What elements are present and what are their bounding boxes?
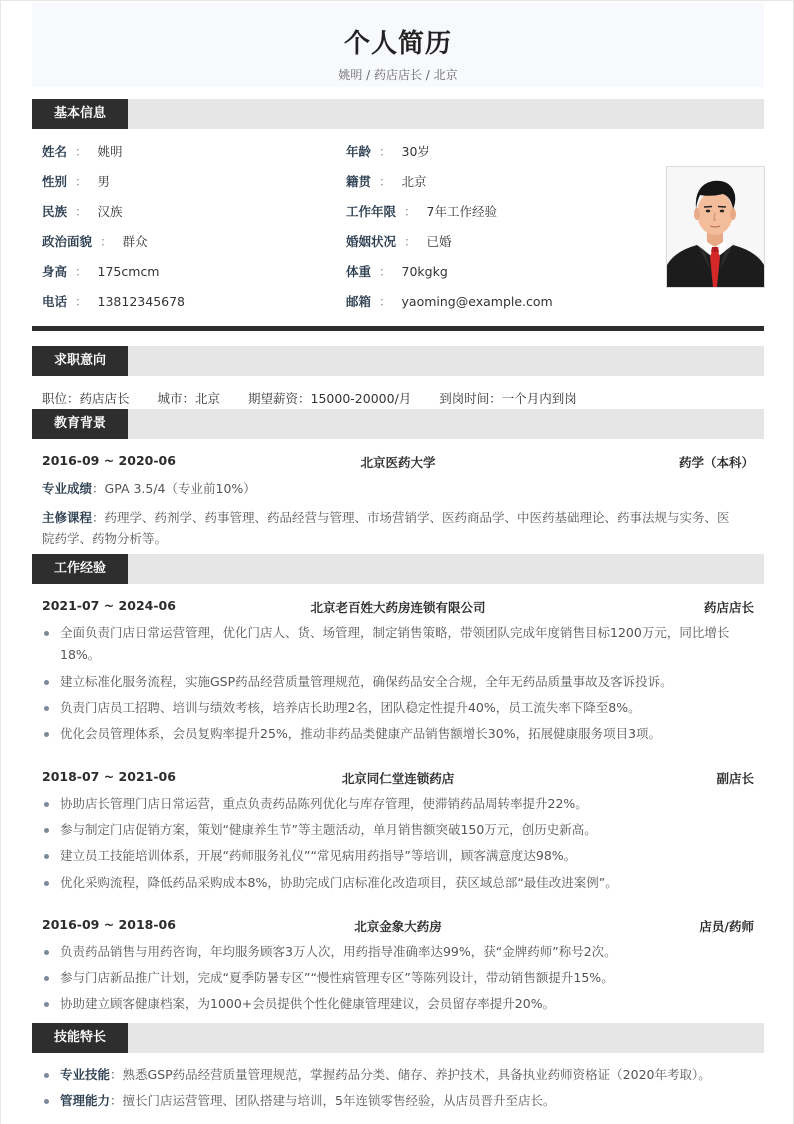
section-title-education: 教育背景 <box>32 409 128 439</box>
work-bullet <box>42 697 754 719</box>
work-bullet <box>42 622 754 644</box>
bullet-text: 协助店长管理门店日常运营，重点负责药品陈列优化与库存管理，使滞销药品周转率提升22%。 <box>60 796 588 811</box>
work-bullet <box>42 723 754 745</box>
bullet-dot-icon <box>44 1099 49 1104</box>
info-label: 邮箱 <box>346 294 372 309</box>
section-bar-basic-info <box>32 99 764 129</box>
bullet-dot-icon <box>44 854 49 859</box>
info-label: 年龄 <box>346 144 372 159</box>
info-email <box>346 293 553 311</box>
work-bullet <box>42 671 754 693</box>
info-value: yaoming@example.com <box>401 294 553 309</box>
info-colon: ： <box>379 174 392 189</box>
bullet-text: 18%。 <box>60 647 101 662</box>
skill-label: 专业技能 <box>60 1067 111 1082</box>
work-date: 2018-07 ~ 2021-06 <box>42 769 176 784</box>
bullet-dot-icon <box>44 1002 49 1007</box>
bullet-dot-icon <box>44 881 49 886</box>
education-school: 北京医药大学 <box>360 455 436 470</box>
education-entry-header <box>42 453 754 471</box>
skill-text: ：擅长门店运营管理、团队搭建与培训，5年连锁零售经验，从店员晋升至店长。 <box>110 1093 556 1108</box>
section-title-basic-info: 基本信息 <box>32 99 128 129</box>
info-colon: ： <box>379 264 392 279</box>
bullet-text: 负责药品销售与用药咨询，年均服务顾客3万人次，用药指导准确率达99%，获“金牌药师”称号2次。 <box>60 944 617 959</box>
bullet-text: 建立员工技能培训体系，开展“药师服务礼仪”“常见病用药指导”等培训，顾客满意度达98%。 <box>60 848 577 863</box>
info-colon: ： <box>404 204 417 219</box>
avatar-illustration-icon <box>667 167 764 287</box>
work-role: 副店长 <box>716 771 754 786</box>
section-bar-skills <box>32 1023 764 1053</box>
courses-value-line1: ：药理学、药剂学、药事管理、药品经营与管理、市场营销学、医药商品学、中医药基础理论、药事法规与实务、医 <box>92 510 730 525</box>
info-value: 7年工作经验 <box>426 204 497 219</box>
info-value: 30岁 <box>401 144 430 159</box>
work-company: 北京老百姓大药房连锁有限公司 <box>310 600 486 615</box>
bullet-dot-icon <box>44 631 49 636</box>
education-degree: 药学（本科） <box>678 455 754 470</box>
intent-arrival: 到岗时间：一个月内到岗 <box>439 391 577 406</box>
info-label: 体重 <box>346 264 372 279</box>
work-bullet <box>42 967 754 989</box>
bullet-dot-icon <box>44 828 49 833</box>
profile-photo <box>666 166 765 288</box>
bullet-text: 优化采购流程，降低药品采购成本8%，协助完成门店标准化改造项目，获区域总部“最佳改进案例”。 <box>60 875 618 890</box>
section-bar-job-intent <box>32 346 764 376</box>
info-colon: ： <box>404 234 417 249</box>
bullet-dot-icon <box>44 706 49 711</box>
work-company: 北京同仁堂连锁药店 <box>341 771 455 786</box>
info-colon: ： <box>75 294 88 309</box>
courses-label: 主修课程 <box>42 510 93 525</box>
page-subtitle: 姚明 / 药店店长 / 北京 <box>338 68 458 82</box>
bullet-text: 参与制定门店促销方案，策划“健康养生节”等主题活动，单月销售额突破150万元，创历史新高。 <box>60 822 597 837</box>
bullet-dot-icon <box>44 1073 49 1078</box>
bullet-text: 负责门店员工招聘、培训与绩效考核，培养店长助理2名，团队稳定性提升40%，员工流失率下降至8%。 <box>60 700 641 715</box>
intent-position: 职位：药店店长 <box>42 391 130 406</box>
info-colon: ： <box>100 234 113 249</box>
info-value: 男 <box>97 174 111 189</box>
section-bar-work-experience <box>32 554 764 584</box>
work-role: 店员/药师 <box>699 919 754 934</box>
intent-city: 城市：北京 <box>157 391 221 406</box>
bullet-text: 协助建立顾客健康档案，为1000+会员提供个性化健康管理建议，会员留存率提升20%。 <box>60 996 556 1011</box>
section-title-skills: 技能特长 <box>32 1023 128 1053</box>
info-name <box>42 143 123 161</box>
work-company: 北京金象大药房 <box>354 919 442 934</box>
bullet-dot-icon <box>44 680 49 685</box>
job-intent-line <box>42 389 605 407</box>
info-label: 性别 <box>42 174 68 189</box>
info-value: 汉族 <box>97 204 123 219</box>
info-colon: ： <box>75 144 88 159</box>
info-label: 政治面貌 <box>42 234 93 249</box>
section-divider <box>32 326 764 331</box>
info-value: 175cmcm <box>97 264 160 279</box>
info-label: 工作年限 <box>346 204 397 219</box>
info-value: 13812345678 <box>97 294 186 309</box>
bullet-dot-icon <box>44 802 49 807</box>
info-ethnicity <box>42 203 123 221</box>
skill-item <box>42 1064 754 1086</box>
bullet-dot-icon <box>44 732 49 737</box>
info-label: 民族 <box>42 204 68 219</box>
info-phone <box>42 293 185 311</box>
info-colon: ： <box>75 204 88 219</box>
info-colon: ： <box>379 144 392 159</box>
info-colon: ： <box>379 294 392 309</box>
bullet-text: 全面负责门店日常运营管理，优化门店人、货、场管理，制定销售策略，带领团队完成年度销售目标1200万元，同比增长 <box>60 625 730 640</box>
info-gender <box>42 173 110 191</box>
work-entry-header <box>42 769 754 787</box>
work-bullet <box>42 819 754 841</box>
info-label: 婚姻状况 <box>346 234 397 249</box>
work-bullet <box>42 845 754 867</box>
info-value: 北京 <box>401 174 427 189</box>
info-value: 群众 <box>122 234 148 249</box>
education-date: 2016-09 ~ 2020-06 <box>42 453 176 468</box>
bullet-dot-icon <box>44 976 49 981</box>
bullet-text: 建立标准化服务流程，实施GSP药品经营质量管理规范，确保药品安全合规，全年无药品质量事故及客诉投诉。 <box>60 674 673 689</box>
bullet-text: 参与门店新品推广计划，完成“夏季防暑专区”“慢性病管理专区”等陈列设计，带动销售额提升15%。 <box>60 970 614 985</box>
skill-item <box>42 1090 754 1112</box>
section-bar-education <box>32 409 764 439</box>
work-bullet <box>42 993 754 1015</box>
work-bullet <box>42 941 754 963</box>
gpa-value: ：GPA 3.5/4（专业前10%） <box>92 481 256 496</box>
info-value: 70kgkg <box>401 264 448 279</box>
info-label: 籍贯 <box>346 174 372 189</box>
section-title-work-experience: 工作经验 <box>32 554 128 584</box>
gpa-label: 专业成绩 <box>42 481 93 496</box>
bullet-text: 优化会员管理体系，会员复购率提升25%，推动非药品类健康产品销售额增长30%，拓展健康服务项目3项。 <box>60 726 662 741</box>
info-colon: ： <box>75 264 88 279</box>
info-label: 电话 <box>42 294 68 309</box>
courses-value-line2: 院药学、药物分析等。 <box>42 531 168 546</box>
work-date: 2021-07 ~ 2024-06 <box>42 598 176 613</box>
section-title-job-intent: 求职意向 <box>32 346 128 376</box>
work-role: 药店店长 <box>703 600 754 615</box>
work-bullet-cont <box>42 644 754 666</box>
education-courses <box>42 507 757 528</box>
work-entry-header <box>42 598 754 616</box>
info-label: 身高 <box>42 264 68 279</box>
info-political-status <box>42 233 148 251</box>
info-marital-status <box>346 233 452 251</box>
work-bullet <box>42 872 754 894</box>
page-title: 个人简历 <box>343 29 452 59</box>
work-entry-header <box>42 917 754 935</box>
info-colon: ： <box>75 174 88 189</box>
intent-salary: 期望薪资：15000-20000/月 <box>248 391 412 406</box>
resume-header <box>32 3 764 87</box>
skill-text: ：熟悉GSP药品经营质量管理规范，掌握药品分类、储存、养护技术，具备执业药师资格证（2020年考取）。 <box>110 1067 711 1082</box>
info-label: 姓名 <box>42 144 68 159</box>
info-age <box>346 143 430 161</box>
info-height <box>42 263 160 281</box>
work-date: 2016-09 ~ 2018-06 <box>42 917 176 932</box>
info-hometown <box>346 173 427 191</box>
info-work-years <box>346 203 497 221</box>
info-value: 已婚 <box>426 234 452 249</box>
info-value: 姚明 <box>97 144 123 159</box>
info-weight <box>346 263 448 281</box>
bullet-dot-icon <box>44 950 49 955</box>
education-courses-cont <box>42 528 757 549</box>
education-gpa <box>42 478 757 499</box>
skill-label: 管理能力 <box>60 1093 111 1108</box>
work-bullet <box>42 793 754 815</box>
